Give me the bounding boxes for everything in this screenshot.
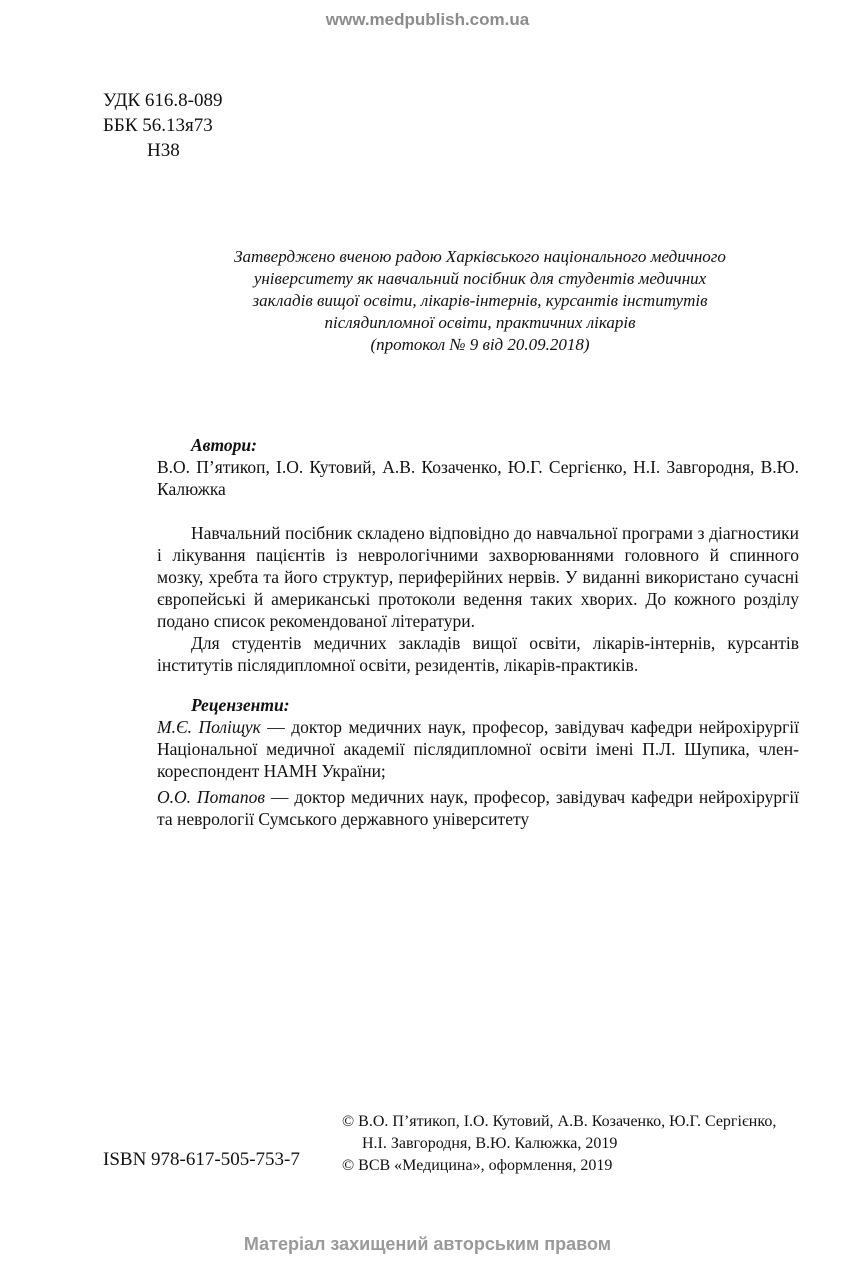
copyright-block <box>342 1111 812 1177</box>
approval-line: закладів вищої освіти, лікарів-інтернів, курсантів інститутів <box>252 291 708 310</box>
reviewer-details: — доктор медичних наук, професор, завідувач кафедри нейрохірургії та неврології Сумського державного університету <box>157 787 799 829</box>
description-section <box>157 522 799 676</box>
udk-code: УДК 616.8-089 <box>103 90 223 111</box>
copyright-authors-cont: Н.І. Завгородня, В.Ю. Калюжка, 2019 <box>362 1135 618 1152</box>
copyright-watermark: Матеріал захищений авторським правом <box>243 1234 612 1254</box>
reviewers-section <box>157 694 799 834</box>
approval-protocol: (протокол № 9 від 20.09.2018) <box>370 335 590 354</box>
approval-line: Затверджено вченою радою Харківського національного медичного <box>234 247 726 266</box>
approval-statement <box>160 246 800 356</box>
reviewer-name: М.Є. Поліщук <box>157 717 261 737</box>
approval-line: університету як навчальний посібник для студентів медичних <box>253 269 707 288</box>
reviewer-entry <box>157 716 799 782</box>
copyright-authors: © В.О. П’ятикоп, І.О. Кутовий, А.В. Козаченко, Ю.Г. Сергієнко, <box>342 1113 777 1130</box>
isbn-number: ISBN 978-617-505-753-7 <box>103 1149 300 1170</box>
copyright-publisher: © ВСВ «Медицина», оформлення, 2019 <box>342 1157 613 1174</box>
authors-list: В.О. П’ятикоп, І.О. Кутовий, А.В. Козаченко, Ю.Г. Сергієнко, Н.І. Завгородня, В.Ю. Калюжка <box>157 457 799 499</box>
reviewer-name: О.О. Потапов <box>157 787 266 807</box>
audience-paragraph: Для студентів медичних закладів вищої освіти, лікарів-інтернів, курсантів інститутів післядипломної освіти, резидентів, лікарів-практиків. <box>157 633 799 675</box>
reviewer-details: — доктор медичних наук, професор, завідувач кафедри нейрохірургії Національної медичної академії післядипломної освіти імені П.Л. Шупика, член-кореспондент НАМН України; <box>157 717 799 781</box>
classification-block <box>103 88 223 163</box>
publisher-url: www.medpublish.com.ua <box>325 10 530 29</box>
reviewer-entry <box>157 786 799 830</box>
authors-section <box>157 434 799 500</box>
reviewers-heading: Рецензенти: <box>191 695 290 715</box>
authors-heading: Автори: <box>191 435 257 455</box>
description-paragraph: Навчальний посібник складено відповідно до навчальної програми з діагностики і лікування пацієнтів із неврологічними захворюваннями головного й спинного мозку, хребта та його структур, периферійних нервів. У виданні використано сучасні європейські й американські протоколи ведення таких хворих. До кожного розділу подано список рекомендованої літератури. <box>157 523 799 631</box>
approval-line: післядипломної освіти, практичних лікарів <box>324 313 636 332</box>
author-mark: Н38 <box>147 140 180 161</box>
bbk-code: ББК 56.13я73 <box>103 115 213 136</box>
